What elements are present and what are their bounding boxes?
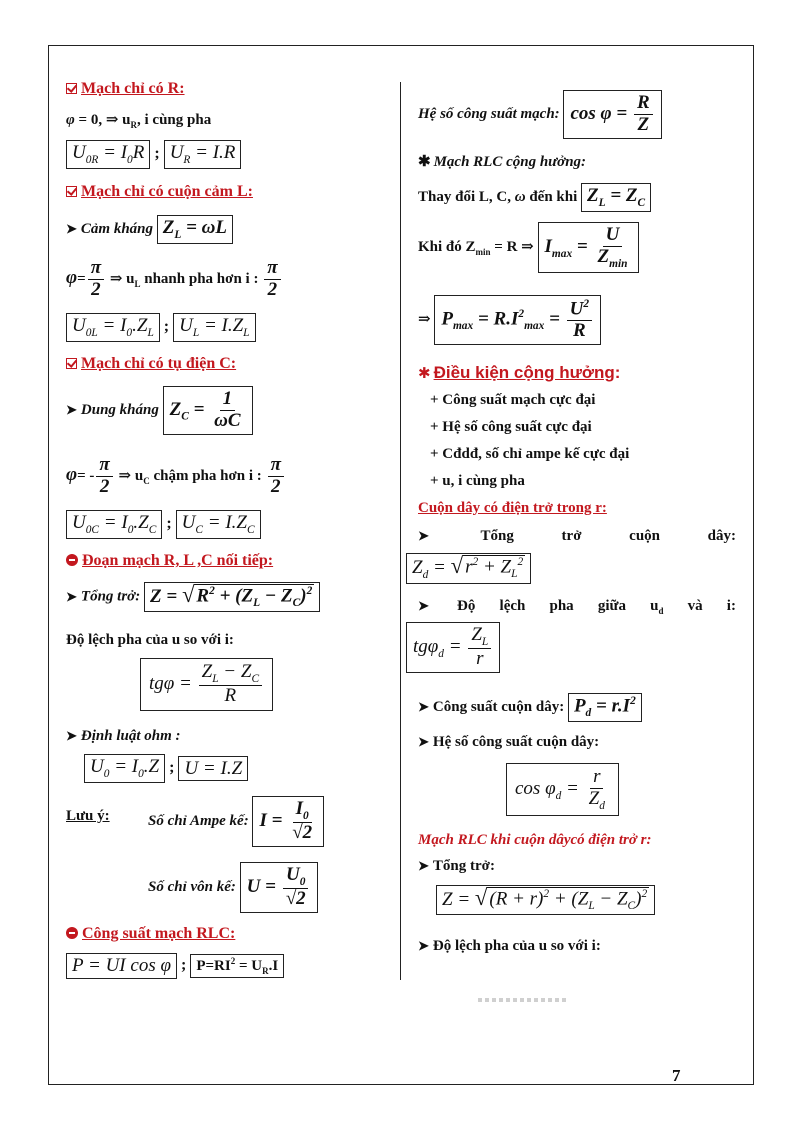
- arrowhead-icon: ➤: [66, 401, 77, 417]
- c-reactance-line: ➤ Dung kháng $Z_C$ = $\frac{1}{\omega C}$: [66, 386, 253, 435]
- l-phase-line: φ= $\frac{\pi}{2}$ ⇒ $u_L$ nhanh pha hơn i : $\frac{\pi}{2}$: [66, 258, 283, 301]
- arrowhead-icon: ➤: [418, 734, 429, 749]
- coil-phase-label: ➤ Độ lệch pha giữa $u_d$ và i:: [418, 598, 736, 616]
- ammeter-line: Số chỉ Ampe kế: I = $\frac{I_0}{√2}$: [148, 796, 324, 847]
- resonance-pmax-line: ⇒ $P_{max} = R.I^2_{max}$ = $\frac{U^2}{R}$: [418, 295, 601, 345]
- coil-phase-formula: tgφ$_d$ = $\frac{Z_L}{r}$: [406, 622, 500, 673]
- r-formulas: $U_{0R} = I_0R$ ; $U_R = I.R$: [66, 140, 241, 169]
- ohm-law-label: ➤ Định luật ohm :: [66, 728, 181, 744]
- rlc-coil-impedance-label: ➤ Tổng trở:: [418, 858, 495, 874]
- arrowhead-icon: ➤: [66, 220, 77, 236]
- section-title-r-circuit: Mạch chỉ có R:: [66, 80, 185, 98]
- arrowhead-icon: ➤: [66, 588, 77, 604]
- resonance-condition-line: Thay đổi L, C, ω đến khi $Z_L = Z_C$: [418, 183, 651, 212]
- condition-item: + Công suất mạch cực đại: [430, 392, 596, 408]
- rlc-coil-phase-label: ➤ Độ lệch pha của u so với i:: [418, 938, 601, 954]
- condition-item: + Cđdđ, số chỉ ampe kế cực đại: [430, 446, 630, 462]
- coil-power-line: ➤ Công suất cuộn dây: $P_d = r.I^2$: [418, 693, 642, 722]
- voltmeter-line: Số chỉ vôn kế: U = $\frac{U_0}{√2}$: [148, 862, 318, 913]
- checkbox-icon: [66, 83, 77, 94]
- section-title-c-circuit: Mạch chỉ có tụ điện C:: [66, 355, 236, 373]
- arrowhead-icon: ➤: [418, 528, 429, 543]
- page-number: 7: [672, 1066, 681, 1085]
- condition-item: + u, i cùng pha: [430, 473, 525, 489]
- section-title-rlc-power: Công suất mạch RLC:: [66, 925, 235, 943]
- rlc-power-formulas: P = UI cos φ ; $P=RI^2 = U_R.I$: [66, 953, 284, 979]
- coil-impedance-label: ➤ Tổng trở cuộn dây:: [418, 528, 736, 544]
- power-factor-line: Hệ số công suất mạch: cos φ = $\frac{R}{Z}$: [418, 90, 662, 139]
- coil-section-title: Cuộn dây có điện trở trong r:: [418, 500, 607, 516]
- note-label: Lưu ý:: [66, 808, 110, 824]
- arrowhead-icon: ➤: [418, 699, 429, 715]
- ohm-formulas: $U_0 = I_0.Z$ ; U = I.Z: [84, 754, 248, 783]
- rlc-phase-formula: tgφ = $\frac{Z_L - Z_C}{R}$: [140, 658, 273, 711]
- r-phase-line: φ = 0, ⇒ $u_R$, i cùng pha: [66, 112, 212, 130]
- checkbox-icon: [66, 358, 77, 369]
- condition-item: + Hệ số công suất cực đại: [430, 419, 592, 435]
- coil-impedance-formula: $Z_d$ = √ $r^2 + Z_L^2$: [406, 553, 531, 584]
- rlc-impedance-line: ➤ Tổng trở: Z = √ $R^2 + (Z_L - Z_C)^2$: [66, 582, 320, 612]
- resonance-imax-line: Khi đó $Z_{min} = R$ ⇒ $I_{max}$ = $\frac{U}{Z_{min}}$: [418, 222, 639, 273]
- arrowhead-icon: ➤: [418, 858, 429, 873]
- c-phase-line: φ= - $\frac{\pi}{2}$ ⇒ $u_C$ chậm pha hơn i : $\frac{\pi}{2}$: [66, 455, 286, 498]
- minus-circle-icon: [66, 927, 78, 939]
- arrowhead-icon: ➤: [418, 938, 429, 953]
- arrowhead-icon: ➤: [418, 598, 429, 613]
- column-divider: [400, 82, 401, 980]
- coil-power-factor-label: ➤ Hệ số công suất cuộn dây:: [418, 734, 600, 750]
- rlc-coil-section-title: Mạch RLC khi cuộn dâycó điện trở r:: [418, 832, 652, 848]
- rlc-phase-label: Độ lệch pha của u so với i:: [66, 632, 234, 648]
- resonance-title: ✱ Mạch RLC cộng hưởng:: [418, 154, 587, 170]
- section-title-rlc-series: Đoạn mạch R, L ,C nối tiếp:: [66, 552, 273, 570]
- minus-circle-icon: [66, 554, 78, 566]
- resonance-conditions-title: ✱ Điều kiện cộng hưởng:: [418, 363, 621, 382]
- l-formulas: $U_{0L} = I_0.Z_L$ ; $U_L = I.Z_L$: [66, 313, 256, 342]
- coil-power-factor-formula: $\cos \varphi_d$ = $\frac{r}{Z_d}$: [506, 763, 619, 816]
- section-title-l-circuit: Mạch chỉ có cuộn cảm L:: [66, 183, 253, 201]
- faint-scan-artifact: [478, 998, 568, 1002]
- asterisk-icon: ✱: [418, 154, 431, 170]
- l-reactance-line: ➤ Cảm kháng $Z_L = \omega L$: [66, 215, 233, 244]
- arrowhead-icon: ➤: [66, 728, 77, 743]
- checkbox-icon: [66, 186, 77, 197]
- c-formulas: $U_{0C} = I_0.Z_C$ ; $U_C = I.Z_C$: [66, 510, 261, 539]
- asterisk-icon: ✱: [418, 365, 431, 382]
- rlc-coil-impedance-formula: Z = √ $(R + r)^2 + (Z_L - Z_C)^2$: [436, 885, 655, 915]
